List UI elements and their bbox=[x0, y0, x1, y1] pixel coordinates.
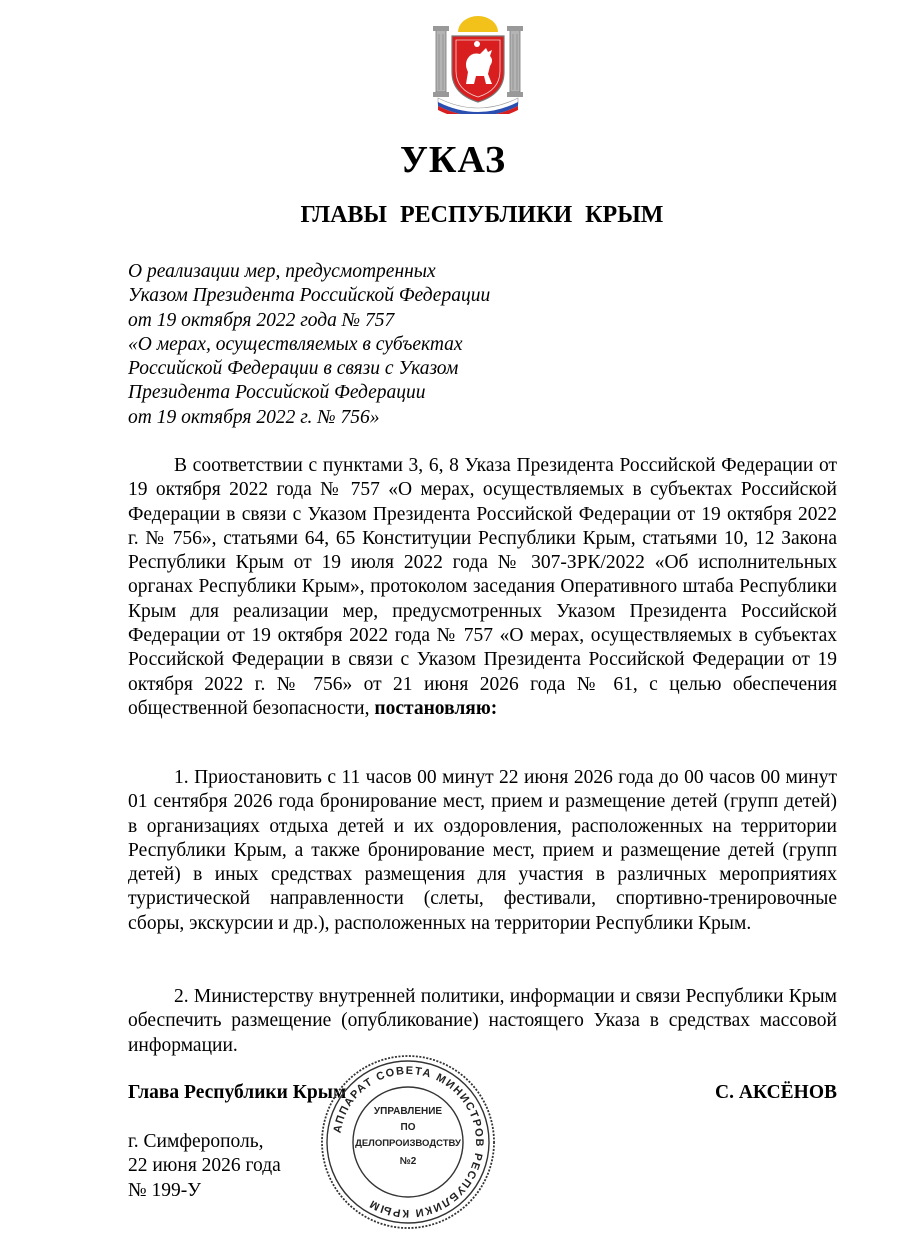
subject-line: «О мерах, осуществляемых в субъектах bbox=[128, 333, 463, 355]
stamp-ring-text: АППАРАТ СОВЕТА МИНИСТРОВ РЕСПУБЛИКИ КРЫМ bbox=[331, 1064, 486, 1220]
place-and-date bbox=[128, 1130, 281, 1203]
left-column-icon bbox=[436, 30, 446, 92]
preamble-paragraph bbox=[128, 454, 837, 721]
stamp-center-line: ПО bbox=[400, 1122, 416, 1133]
signatory-position: Глава Республики Крым bbox=[128, 1082, 347, 1103]
preamble-text: В соответствии с пунктами 3, 6, 8 Указа Президента Российской Федерации от 19 октября 2022 года № 757 «О мерах, осуществляемых в субъектах Российской Федерации в связи с Указом Президента Российской Федерации от 19 октября 2022 г. № 756», статьями 64, 65 Конституции Республики Крым, статьями 10, 12 Закона Республики Крым от 19 июля 2022 года № 307-ЗРК/2022 «Об исполнительных органах Республики Крым», протоколом заседания Оперативного штаба Республики Крым для реализации мер, предусмотренных Указом Президента Российской Федерации от 19 октября 2022 года № 757 «О мерах, осуществляемых в субъектах Российской Федерации в связи с Указом Президента Российской Федерации от 19 октября 2022 г. № 756» от 21 июня 2026 года № 61, с целью обеспечения общественной безопасности, bbox=[128, 455, 837, 719]
pearl-icon bbox=[474, 41, 480, 47]
subject-line: от 19 октября 2022 г. № 756» bbox=[128, 406, 380, 428]
stamp-center-line: ДЕЛОПРОИЗВОДСТВУ bbox=[355, 1138, 461, 1149]
subject-line: Указом Президента Российской Федерации bbox=[128, 285, 491, 307]
item-1-paragraph: 1. Приостановить с 11 часов 00 минут 22 июня 2026 года до 00 часов 00 минут 01 сентября 2026 года бронирование мест, прием и размещение детей (групп детей) в организациях отдыха детей и их оздоровления, расположенных на территории Республики Крым, а также бронирование мест, прием и размещение детей (групп детей) в иных средствах размещения для участия в различных мероприятиях туристической направленности (слеты, фестивали, спортивно-тренировочные сборы, экскурсии и др.), расположенных на территории Республики Крым. bbox=[128, 767, 837, 934]
document-subtitle: ГЛАВЫ РЕСПУБЛИКИ КРЫМ bbox=[300, 202, 664, 228]
subject-line: О реализации мер, предусмотренных bbox=[128, 261, 436, 282]
document-number: № 199-У bbox=[128, 1179, 202, 1201]
official-stamp bbox=[318, 1052, 498, 1232]
subject-line: Российской Федерации в связи с Указом bbox=[128, 358, 459, 380]
item-2-paragraph: 2. Министерству внутренней политики, информации и связи Республики Крым обеспечить размещение (опубликование) настоящего Указа в средствах массовой информации. bbox=[128, 986, 837, 1056]
city: г. Симферополь, bbox=[128, 1131, 264, 1152]
coat-of-arms-emblem bbox=[430, 14, 526, 114]
subject-line: от 19 октября 2022 года № 757 bbox=[128, 309, 395, 331]
sun-icon bbox=[458, 16, 498, 32]
decree-subject bbox=[128, 260, 490, 430]
document-title: УКАЗ bbox=[400, 139, 506, 181]
decree-word: постановляю: bbox=[374, 697, 498, 719]
subject-line: Президента Российской Федерации bbox=[128, 382, 426, 404]
signatory-name: С. АКСЁНОВ bbox=[715, 1082, 837, 1103]
stamp-center-line: УПРАВЛЕНИЕ bbox=[373, 1106, 443, 1117]
stamp-center-line: №2 bbox=[399, 1156, 417, 1167]
right-column-icon bbox=[510, 30, 520, 92]
date: 22 июня 2026 года bbox=[128, 1155, 281, 1177]
